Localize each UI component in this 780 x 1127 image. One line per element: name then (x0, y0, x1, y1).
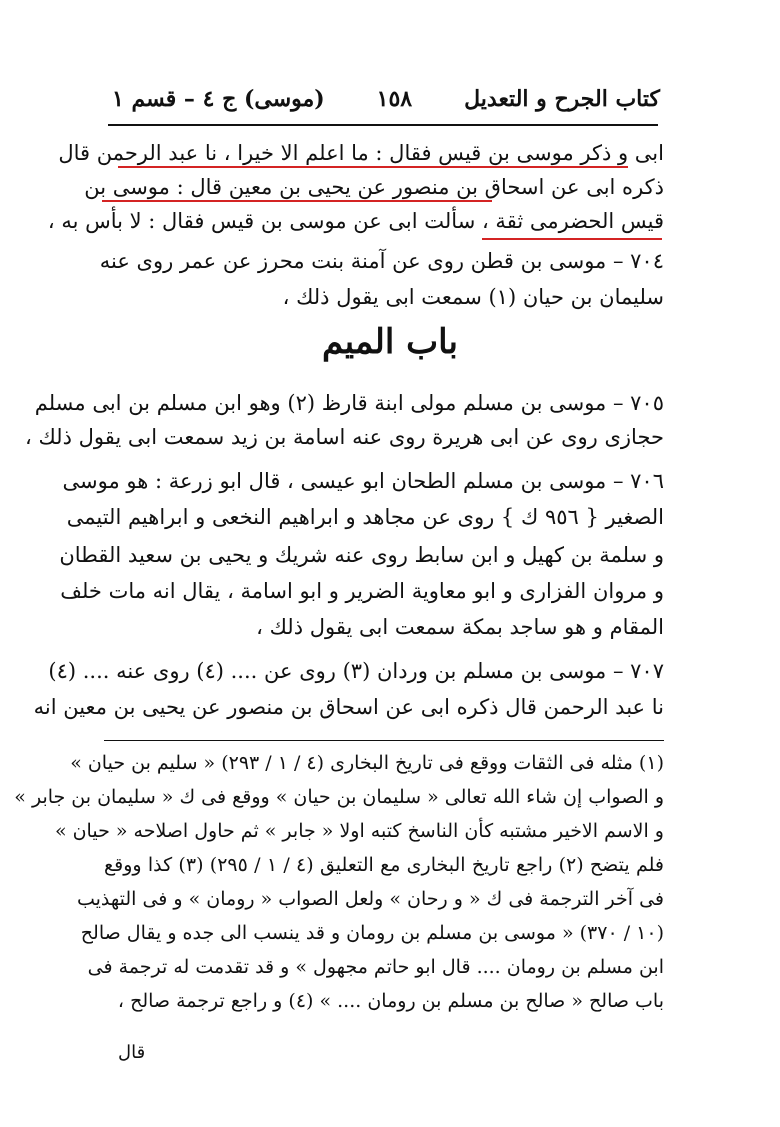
red-underline (482, 238, 662, 240)
entry-line: ٧٠٤ – موسى بن قطن روى عن آمنة بنت محرز عن عمر روى عنه (99, 249, 664, 273)
footnote-line: و الاسم الاخير مشتبه كأن الناسخ كتبه اولا « جابر » ثم حاول اصلاحه « حيان » (54, 820, 664, 842)
footnote-line: فى آخر الترجمة فى ك « و رحان » ولعل الصواب « رومان » و فى التهذيب (76, 888, 664, 910)
entry-line: ٧٠٦ – موسى بن مسلم الطحان ابو عيسى ، قال ابو زرعة : هو موسى (62, 469, 664, 493)
entry-line: و مروان الفزارى و ابو معاوية الضرير و ابو اسامة ، يقال انه مات خلف (60, 579, 664, 603)
footnote-line: (١٠ / ٣٧٠) « موسى بن مسلم بن رومان و قد ينسب الى جده و يقال صالح (80, 922, 664, 944)
footnote-rule (104, 740, 664, 741)
footnote-line: باب صالح « صالح بن مسلم بن رومان .... » (٤) و راجع ترجمة صالح ، (117, 990, 664, 1012)
body-line: ذكره ابى عن اسحاق بن منصور عن يحيى بن معين قال : موسى بن (84, 175, 664, 199)
header-rule (108, 124, 658, 126)
body-line: قيس الحضرمى ثقة ، سألت ابى عن موسى بن قيس فقال : لا بأس به ، (47, 209, 664, 233)
footnote-line: فلم يتضح (٢) راجع تاريخ البخارى مع التعليق (٤ / ١ / ٢٩٥) (٣) كذا ووقع (104, 854, 664, 876)
book-title: كتاب الجرح و التعديل (464, 86, 660, 112)
footnote-line: ابن مسلم بن رومان .... قال ابو حاتم مجهول » و قد تقدمت له ترجمة فى (87, 956, 664, 978)
page-number: ١٥٨ (376, 86, 413, 112)
entry-line: حجازى روى عن ابى هريرة روى عنه اسامة بن زيد سمعت ابى يقول ذلك ، (25, 425, 664, 449)
red-underline (102, 200, 492, 202)
section-title: باب الميم (321, 322, 459, 362)
catchword: قال (118, 1042, 146, 1063)
running-header (112, 82, 660, 116)
entry-line: و سلمة بن كهيل و ابن سابط روى عنه شريك و يحيى بن سعيد القطان (59, 543, 664, 567)
volume-section: (موسى) ج ٤ – قسم ١ (112, 86, 325, 112)
entry-line: ٧٠٧ – موسى بن مسلم بن وردان (٣) روى عن .... (٤) روى عنه .... (٤) (48, 659, 664, 683)
entry-line: سليمان بن حيان (١) سمعت ابى يقول ذلك ، (282, 285, 664, 309)
red-underline (118, 166, 628, 168)
entry-line: المقام و هو ساجد بمكة سمعت ابى يقول ذلك ، (256, 615, 664, 639)
footnote-line: و الصواب إن شاء الله تعالى « سليمان بن حيان » ووقع فى ك « سليمان بن جابر » (14, 786, 664, 808)
body-line: ابى و ذكر موسى بن قيس فقال : ما اعلم الا خيرا ، نا عبد الرحمن قال (58, 141, 664, 165)
entry-line: ٧٠٥ – موسى بن مسلم مولى ابنة قارظ (٢) وهو ابن مسلم بن ابى مسلم (34, 391, 664, 415)
entry-line: الصغير { ٩٥٦ ك } روى عن مجاهد و ابراهيم النخعى و ابراهيم التيمى (66, 505, 664, 529)
footnote-line: (١) مثله فى الثقات ووقع فى تاريخ البخارى (٤ / ١ / ٢٩٣) « سليم بن حيان » (70, 752, 664, 774)
entry-line: نا عبد الرحمن قال ذكره ابى عن اسحاق بن منصور عن يحيى بن معين انه (33, 695, 664, 719)
